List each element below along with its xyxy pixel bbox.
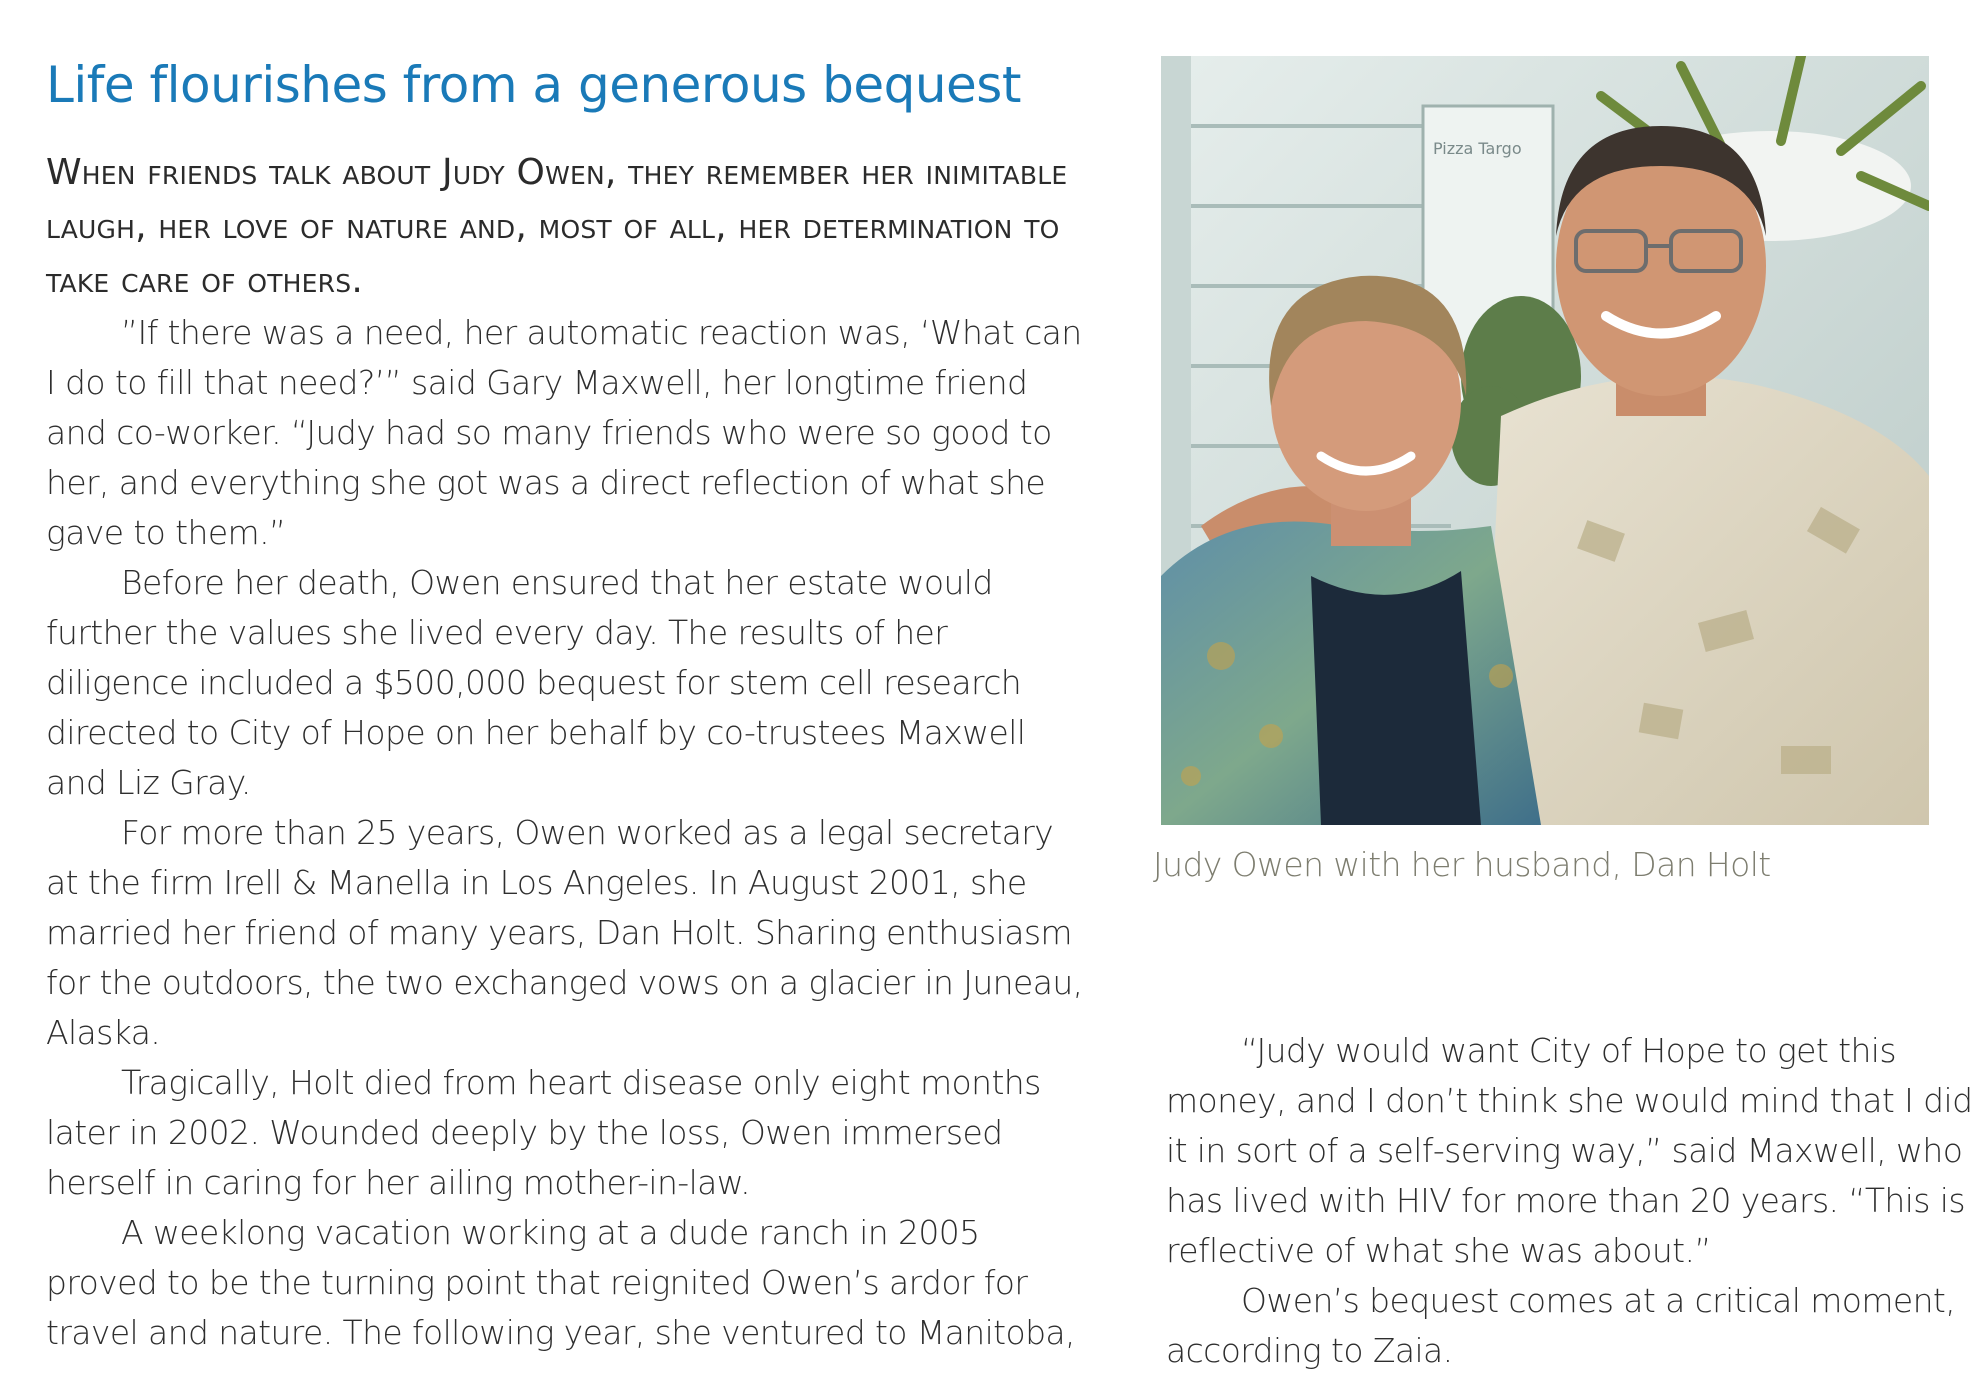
- body-paragraph-1: ”If there was a need, her automatic reaction was, ‘What can I do to fill that need?’” said Gary Maxwell, her longtime friend and co-worker. “Judy had so many friends who were so good to her, and everything she got was a direct reflection of what she gave to them.”: [46, 313, 1082, 552]
- article-lede: When friends talk about Judy Owen, they remember her inimitable laugh, her love of nature and, most of all, her determination to take care of others.: [46, 152, 1068, 301]
- body-paragraph-5: A weeklong vacation working at a dude ranch in 2005 proved to be the turning point that reignited Owen’s ardor for travel and nature. The following year, she ventured to Manitoba,: [46, 1213, 1075, 1352]
- couple-photo: [1161, 56, 1929, 825]
- article-headline: Life flourishes from a generous bequest: [46, 56, 1021, 114]
- body-paragraph-2: Before her death, Owen ensured that her estate would further the values she lived every day. The results of her diligence included a $500,000 bequest for stem cell research directed to City of Hope on her behalf by co-trustees Maxwell and Liz Gray.: [46, 563, 1026, 802]
- article-left-column: [46, 44, 1086, 1358]
- right-paragraph-2: Owen’s bequest comes at a critical moment, according to Zaia.: [1166, 1281, 1956, 1370]
- body-paragraph-4: Tragically, Holt died from heart disease only eight months later in 2002. Wounded deeply by the loss, Owen immersed herself in caring for her ailing mother-in-law.: [46, 1063, 1041, 1202]
- body-paragraph-3: For more than 25 years, Owen worked as a legal secretary at the firm Irell & Manella in Los Angeles. In August 2001, she married her friend of many years, Dan Holt. Sharing enthusiasm for the outdoors, the two exchanged vows on a glacier in Juneau, Alaska.: [46, 813, 1083, 1052]
- photo-caption: Judy Owen with her husband, Dan Holt: [1153, 845, 1771, 884]
- article-right-column: [1166, 1026, 1976, 1376]
- photo-sign-text: Pizza Targo: [1433, 139, 1522, 158]
- right-paragraph-1: “Judy would want City of Hope to get this money, and I don’t think she would mind that I did it in sort of a self-serving way,” said Maxwell, who has lived with HIV for more than 20 years. “This is reflective of what she was about.”: [1166, 1031, 1973, 1270]
